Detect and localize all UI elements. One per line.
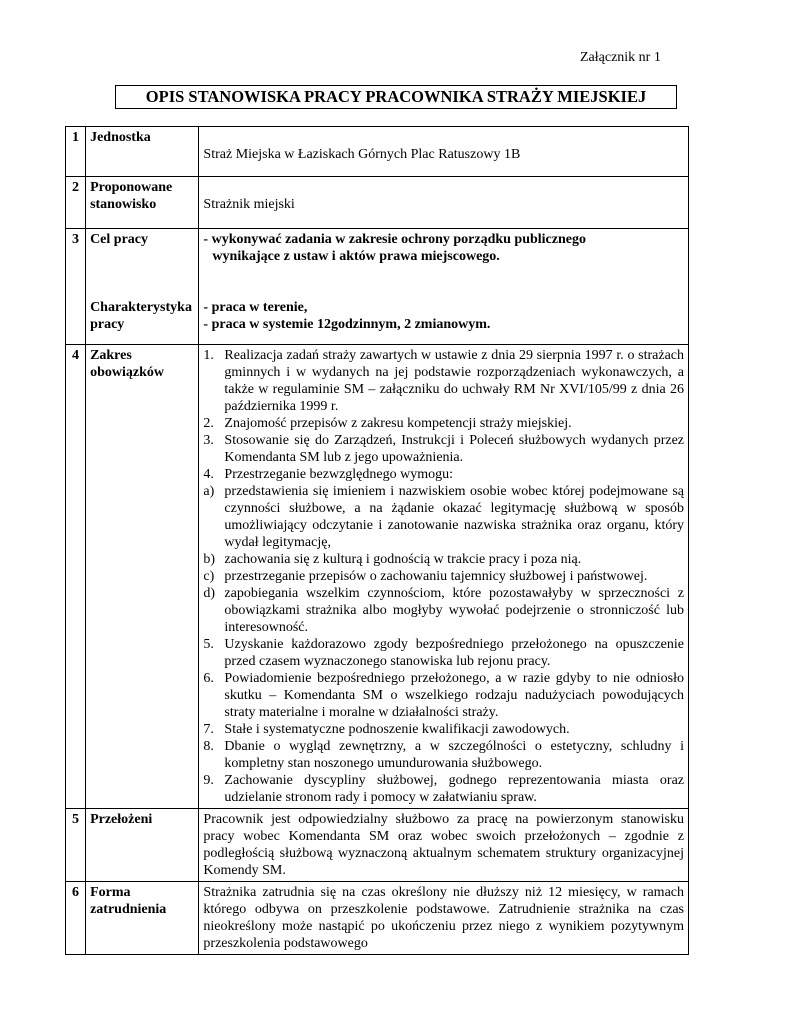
list-marker: 1. xyxy=(203,348,214,363)
list-item xyxy=(203,415,684,432)
characteristics-line: - praca w systemie 12godzinnym, 2 zmianowym. xyxy=(203,317,491,332)
list-text: zachowania się z kulturą i godnością w trakcie pracy i poza nią. xyxy=(224,552,582,567)
row-label: Zakres obowiązków xyxy=(86,345,199,809)
row-value xyxy=(199,177,689,229)
list-marker: 5. xyxy=(203,637,214,652)
list-text: zapobiegania wszelkim czynnościom, które pozostawałyby w sprzeczności z obowiązkami strażnika albo mogłyby wywołać podejrzenie o stronniczość lub interesowność. xyxy=(224,586,684,635)
list-marker: 9. xyxy=(203,773,214,788)
list-text: przedstawienia się imieniem i nazwiskiem osobie wobec której podejmowane są czynności służbowe, a na żądanie okazać legitymację służbową w sposób umożliwiający odczytanie i zanotowanie nazwiska strażnika oraz organu, który wydał legitymację, xyxy=(224,484,684,550)
row-number: 4 xyxy=(66,345,86,809)
list-marker: 6. xyxy=(203,671,214,686)
list-text: Znajomość przepisów z zakresu kompetencji straży miejskiej. xyxy=(224,416,572,431)
row-number: 1 xyxy=(66,127,86,177)
list-marker: 3. xyxy=(203,433,214,448)
goal-line: wynikające z ustaw i aktów prawa miejscowego. xyxy=(212,249,500,264)
annex-label: Załącznik nr 1 xyxy=(580,50,661,65)
list-item xyxy=(203,483,684,551)
list-item xyxy=(203,721,684,738)
list-item xyxy=(203,772,684,806)
list-text: Powiadomienie bezpośredniego przełożonego, a w razie gdyby to nie odniosło skutku – Komendanta SM o wszelkiego rodzaju nadużyciach powodujących straty materialne i moralne w działalności straży. xyxy=(224,671,684,720)
table-row xyxy=(66,127,689,177)
row-label-line: Forma xyxy=(90,885,131,900)
row-label-line: zatrudnienia xyxy=(90,902,167,917)
duties-list xyxy=(199,345,689,809)
list-text: przestrzeganie przepisów o zachowaniu tajemnicy służbowej i państwowej. xyxy=(224,569,648,584)
employment-form-value: Strażnika zatrudnia się na czas określony nie dłuższy niż 12 miesięcy, w ramach którego odbywa on przeszkolenie podstawowe. Zatrudnienie strażnika na czas nieokreślony może nastąpić po ukończeniu przez niego z wynikiem pozytywnym przeszkolenia podstawowego xyxy=(199,882,689,955)
row-label-line: Charakterystyka pracy xyxy=(90,300,192,332)
row-number: 6 xyxy=(66,882,86,955)
list-item xyxy=(203,636,684,670)
list-item xyxy=(203,432,684,466)
row-label xyxy=(86,177,199,229)
row-number: 3 xyxy=(66,229,86,345)
list-text: Przestrzeganie bezwzględnego wymogu: xyxy=(224,467,454,482)
list-item xyxy=(203,551,684,568)
row-label xyxy=(86,229,199,345)
list-item xyxy=(203,347,684,415)
position-value: Strażnik miejski xyxy=(203,197,295,212)
row-label-line: Proponowane xyxy=(90,180,173,195)
row-number: 2 xyxy=(66,177,86,229)
list-marker: 8. xyxy=(203,739,214,754)
list-item xyxy=(203,585,684,636)
row-label: Jednostka xyxy=(86,127,199,177)
list-text: Uzyskanie każdorazowo zgody bezpośredniego przełożonego na opuszczenie przed czasem wyznaczonego stanowiska lub rejonu pracy. xyxy=(224,637,684,669)
list-item xyxy=(203,738,684,772)
characteristics-line: - praca w terenie, xyxy=(203,300,308,315)
list-marker: d) xyxy=(203,586,216,601)
goal-line: - wykonywać zadania w zakresie ochrony porządku publicznego xyxy=(203,232,586,247)
list-marker: c) xyxy=(203,569,215,584)
list-text: Zachowanie dyscypliny służbowej, godnego reprezentowania miasta oraz udzielanie stronom rady i pomocy w załatwianiu spraw. xyxy=(224,773,684,805)
list-marker: a) xyxy=(203,484,215,499)
document-title: OPIS STANOWISKA PRACY PRACOWNIKA STRAŻY MIEJSKIEJ xyxy=(115,85,677,109)
row-label: Przełożeni xyxy=(86,809,199,882)
list-marker: 2. xyxy=(203,416,214,431)
row-value xyxy=(199,229,689,345)
table-row xyxy=(66,809,689,882)
row-label-line: stanowisko xyxy=(90,197,157,212)
unit-value: Straż Miejska w Łaziskach Górnych Plac Ratuszowy 1B xyxy=(203,147,521,162)
list-item xyxy=(203,568,684,585)
list-text: Stosowanie się do Zarządzeń, Instrukcji i Poleceń służbowych wydanych przez Komendanta SM lub z jego upoważnienia. xyxy=(224,433,684,465)
list-marker: 4. xyxy=(203,467,214,482)
list-text: Dbanie o wygląd zewnętrzny, a w szczególności o estetyczny, schludny i kompletny stan noszonego umundurowania służbowego. xyxy=(224,739,684,771)
row-label xyxy=(86,882,199,955)
list-marker: b) xyxy=(203,552,216,567)
row-number: 5 xyxy=(66,809,86,882)
list-item xyxy=(203,670,684,721)
table-row xyxy=(66,229,689,345)
supervisors-value: Pracownik jest odpowiedzialny służbowo za pracę na powierzonym stanowisku pracy wobec Komendanta SM oraz wobec swoich przełożonych – zgodnie z podległością służbową wyznaczoną aktualnym schematem struktury organizacyjnej Komendy SM. xyxy=(199,809,689,882)
list-item xyxy=(203,466,684,483)
list-text: Realizacja zadań straży zawartych w ustawie z dnia 29 sierpnia 1997 r. o strażach gminnych i w wydanych na jej podstawie rozporządzeniach wykonawczych, a także w regulaminie SM – załączniku do uchwały RM Nr XVI/105/99 z dnia 26 października 1999 r. xyxy=(224,348,684,414)
table-row xyxy=(66,177,689,229)
row-label-line: Cel pracy xyxy=(90,232,148,247)
job-description-table xyxy=(65,126,689,955)
list-text: Stałe i systematyczne podnoszenie kwalifikacji zawodowych. xyxy=(224,722,570,737)
row-value xyxy=(199,127,689,177)
table-row xyxy=(66,345,689,809)
list-marker: 7. xyxy=(203,722,214,737)
table-row xyxy=(66,882,689,955)
